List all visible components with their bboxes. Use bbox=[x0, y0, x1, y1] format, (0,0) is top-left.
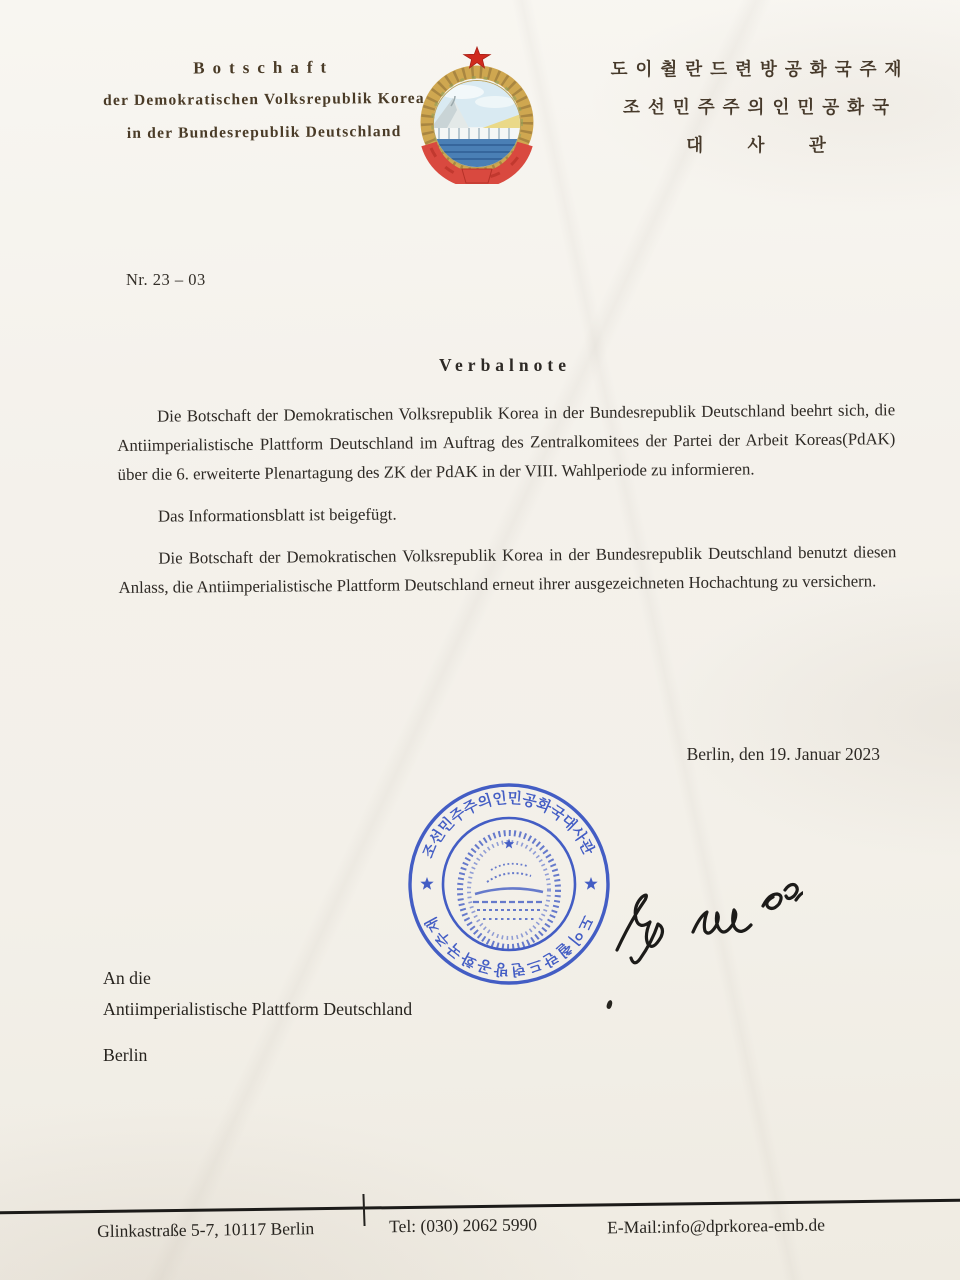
footer-email: E-Mail:info@dprkorea-emb.de bbox=[607, 1214, 826, 1238]
letterhead-german bbox=[88, 57, 441, 158]
paragraph: Das Informationsblatt ist beigefügt. bbox=[157, 504, 397, 526]
letterhead-line: 조선민주주의인민공화국 bbox=[623, 97, 897, 117]
paragraph: Die Botschaft der Demokratischen Volksrepublik Korea in der Bundesrepublik Deutschland beehrt sich, die Antiimperialistische Plattform Deutschland im Auftrag des Zentralkomitees der Partei der Arbeit Koreas(PdAK) über die 6. erweiterte Plenartagung des ZK der PdAK in der VIII. Wahlperiode zu informieren. bbox=[117, 400, 896, 484]
recipient-address bbox=[103, 963, 412, 1071]
document-title: Verbalnote bbox=[439, 355, 571, 375]
reference-number: Nr. 23 – 03 bbox=[126, 270, 206, 289]
ink-mark bbox=[606, 999, 614, 1009]
address-line: Berlin bbox=[103, 1045, 148, 1065]
signature-ink-icon bbox=[603, 866, 803, 976]
letterhead-korean bbox=[592, 56, 928, 170]
embassy-seal-stamp-icon bbox=[403, 778, 615, 994]
letterhead-line: 도이췰란드련방공화국주재 bbox=[610, 59, 910, 79]
paragraph: Die Botschaft der Demokratischen Volksrepublik Korea in der Bundesrepublik Deutschland benutzt diesen Anlass, die Antiimperialistische Plattform Deutschland erneut ihrer ausgezeichneten Hochachtung zu versichern. bbox=[118, 542, 897, 597]
address-line: Antiimperialistische Plattform Deutschland bbox=[103, 999, 413, 1019]
letterhead-line: Botschaft bbox=[193, 57, 335, 78]
footer-address: Glinkastraße 5-7, 10117 Berlin bbox=[97, 1218, 315, 1242]
footer-phone: Tel: (030) 2062 5990 bbox=[388, 1214, 538, 1237]
date-line: Berlin, den 19. Januar 2023 bbox=[686, 744, 880, 764]
letterhead-line: in der Bundesrepublik Deutschland bbox=[126, 123, 402, 142]
dprk-emblem-icon bbox=[417, 44, 537, 184]
letter-body bbox=[117, 395, 897, 602]
stamp-ring-text-bottom: 도이췰란드련방공화국주재 bbox=[423, 912, 595, 978]
address-line: An die bbox=[103, 968, 151, 988]
stamp-ring-text-top: 조선민주주의인민공화국대사관 bbox=[420, 790, 597, 861]
svg-text:조선민주주의인민공화국대사관 bbox=[421, 789, 598, 861]
letterhead-line: 대 사 관 bbox=[686, 135, 834, 155]
letterhead-line: der Demokratischen Volksrepublik Korea bbox=[103, 89, 425, 110]
footer-contact bbox=[0, 1210, 960, 1263]
